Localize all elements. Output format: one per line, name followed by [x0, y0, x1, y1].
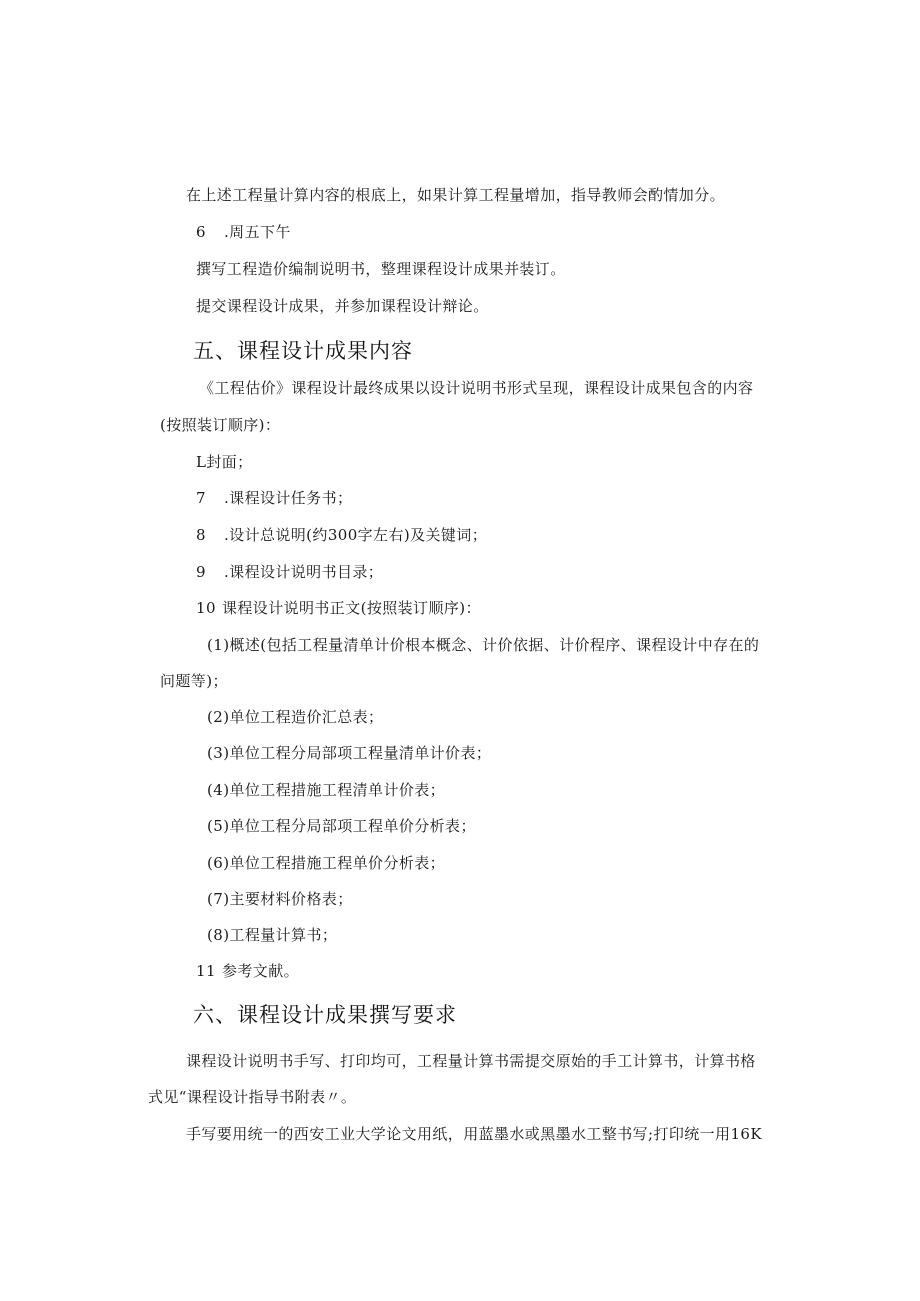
list-item-9 [196, 562, 383, 582]
paragraph-write-manual: 撰写工程造价编制说明书，整理课程设计成果并装订。 [196, 260, 566, 278]
list-item-1: L封面； [196, 453, 253, 471]
list-text: 课程设计说明书正文(按照装订顺序)： [222, 599, 481, 617]
sub-item-5: (5)单位工程分局部项工程单价分析表； [207, 817, 476, 835]
section6-p1-line1: 课程设计说明书手写、打印均可，工程量计算书需提交原始的手工计算书，计算书格 [186, 1052, 756, 1070]
list-item-11 [196, 961, 299, 981]
sub-item-7: (7)主要材料价格表； [207, 890, 353, 908]
list-number: 8 [196, 526, 206, 544]
list-item-6 [196, 222, 291, 242]
section5-intro-line2: (按照装订顺序)： [160, 416, 281, 434]
list-item-10 [196, 598, 481, 618]
sub-item-6: (6)单位工程措施工程单价分析表； [207, 854, 446, 872]
list-text: 参考文献。 [222, 962, 300, 980]
section5-intro-line1: 《工程估价》课程设计最终成果以设计说明书形式呈现，课程设计成果包含的内容 [199, 379, 754, 397]
paragraph-extra-credit: 在上述工程量计算内容的根底上，如果计算工程量增加，指导教师会酌情加分。 [186, 186, 726, 204]
sub-item-8: (8)工程量计算书； [207, 926, 338, 944]
list-item-7 [196, 488, 352, 508]
list-number: 11 [196, 962, 216, 980]
section6-p1-line2: 式见“课程设计指导书附表〃。 [148, 1088, 357, 1106]
list-item-8 [196, 525, 487, 545]
list-number: 9 [196, 563, 206, 581]
list-number: 7 [196, 489, 206, 507]
sub-item-3: (3)单位工程分局部项工程量清单计价表； [207, 744, 492, 762]
sub-item-4: (4)单位工程措施工程清单计价表； [207, 781, 446, 799]
list-text: .设计总说明(约300字左右)及关键词； [224, 526, 488, 544]
section-heading-5: 五、课程设计成果内容 [193, 339, 413, 363]
list-number: 10 [196, 599, 216, 617]
list-number: 6 [196, 223, 206, 241]
section-heading-6: 六、课程设计成果撰写要求 [193, 1003, 457, 1027]
sub-item-2: (2)单位工程造价汇总表； [207, 708, 384, 726]
paragraph-submit-results: 提交课程设计成果，并参加课程设计辩论。 [196, 297, 489, 315]
section6-p2-line1: 手写要用统一的西安工业大学论文用纸，用蓝墨水或黑墨水工整书写;打印统一用16K [186, 1125, 762, 1143]
sub-item-1-line2: 问题等)； [160, 672, 228, 690]
list-text: .周五下午 [224, 223, 291, 241]
sub-item-1-line1: (1)概述(包括工程量清单计价根本概念、计价依据、计价程序、课程设计中存在的 [207, 636, 760, 654]
list-text: .课程设计任务书； [224, 489, 353, 507]
list-text: .课程设计说明书目录； [224, 563, 384, 581]
